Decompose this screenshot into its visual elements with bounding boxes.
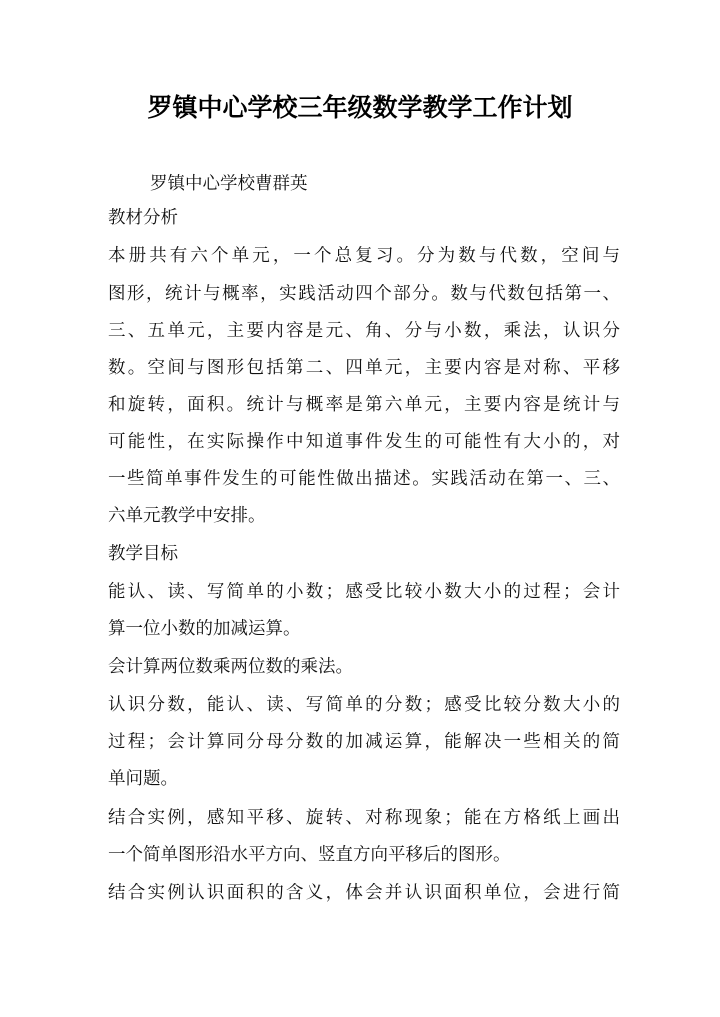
paragraph-line: 数。空间与图形包括第二、四单元，主要内容是对称、平移	[108, 358, 620, 378]
paragraph-line: 过程；会计算同分母分数的加减运算，能解决一些相关的简	[108, 732, 620, 752]
section-heading-materials: 教材分析	[108, 208, 178, 228]
paragraph-line: 结合实例，感知平移、旋转、对称现象；能在方格纸上画出	[108, 808, 620, 828]
paragraph-line: 六单元教学中安排。	[108, 506, 266, 526]
paragraph-line: 可能性，在实际操作中知道事件发生的可能性有大小的，对	[108, 432, 620, 452]
paragraph-line: 单问题。	[108, 769, 178, 789]
paragraph-line: 结合实例认识面积的含义，体会并认识面积单位，会进行简	[108, 883, 620, 903]
paragraph-line: 本册共有六个单元，一个总复习。分为数与代数，空间与	[108, 246, 620, 266]
paragraph-line: 算一位小数的加减运算。	[108, 619, 301, 639]
paragraph-line: 一个简单图形沿水平方向、竖直方向平移后的图形。	[108, 845, 511, 865]
paragraph-line: 三、五单元，主要内容是元、角、分与小数，乘法，认识分	[108, 321, 620, 341]
paragraph-line: 和旋转，面积。统计与概率是第六单元，主要内容是统计与	[108, 395, 620, 415]
author-line: 罗镇中心学校曹群英	[150, 174, 308, 194]
section-heading-goals: 教学目标	[108, 544, 178, 564]
paragraph-line: 一些简单事件发生的可能性做出描述。实践活动在第一、三、	[108, 469, 620, 489]
paragraph-line: 会计算两位数乘两位数的乘法。	[108, 657, 353, 677]
document-title: 罗镇中心学校三年级数学教学工作计划	[147, 93, 573, 122]
paragraph-line: 认识分数，能认、读、写简单的分数；感受比较分数大小的	[108, 695, 620, 715]
paragraph-line: 图形，统计与概率，实践活动四个部分。数与代数包括第一、	[108, 284, 620, 304]
paragraph-line: 能认、读、写简单的小数；感受比较小数大小的过程；会计	[108, 582, 620, 602]
